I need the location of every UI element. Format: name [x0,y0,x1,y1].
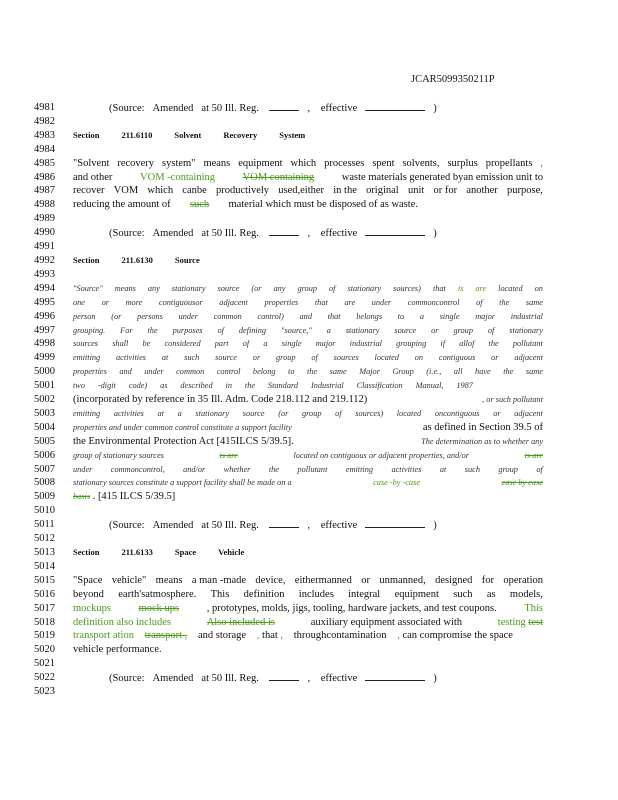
word: "Space [73,574,103,586]
word: in [225,381,232,391]
word: stationary [171,283,206,293]
deleted-text: basis [73,492,91,502]
word: of [476,297,483,307]
line-number: 4997 [34,324,55,336]
word: that [314,297,328,307]
word: (or [251,283,262,293]
word: a [177,408,182,418]
definition-line [73,588,543,602]
word: as [160,381,168,391]
word: same [525,367,543,377]
word: (i.e., [426,367,442,377]
word: more [125,297,143,307]
word: adjacent [514,353,543,363]
word: at [439,464,447,474]
inserted-text: mockups [73,602,111,614]
word: part [214,339,229,349]
word: Manual, [415,381,444,391]
line-number: 5015 [34,574,55,586]
word: if [440,339,446,349]
word: located [498,283,523,293]
deleted-text: Also included is [206,616,275,628]
word: a [263,339,268,349]
word: a [419,311,425,321]
line-number: 4994 [34,282,55,294]
word: such [184,353,200,363]
word: of [217,325,224,335]
line-number: 5022 [34,672,55,684]
word: stationary [195,408,230,418]
word: models, [509,588,543,600]
word: which [147,185,174,197]
word: located [396,408,422,418]
word: adjacent [219,297,248,307]
line-number: 5006 [34,449,55,461]
word: two [73,381,85,391]
line-number: 4986 [34,171,55,183]
word: contiguous [438,353,476,363]
definition-line: and other VOM -containing VOM containing waste materials generated byan emission unit to [73,171,543,183]
word: which [290,157,317,169]
inserted-text: case -by -case [373,478,421,488]
definition-line [73,282,543,296]
word: one [73,297,85,307]
word: (or [278,408,289,418]
line-number-gutter [34,101,74,699]
word: to [288,367,295,377]
line-number: 5002 [34,394,55,406]
line-number: 5008 [34,477,55,489]
word: emitting [345,464,374,474]
word: such [453,588,473,600]
line-number: 4998 [34,338,55,350]
word: of [311,353,318,363]
word: group [498,464,518,474]
word: or [493,408,501,418]
word: solvents, [402,157,440,169]
word: grouping. [73,325,106,335]
word: located [374,353,399,363]
word: or [252,353,261,363]
word: unit [407,185,425,197]
word: a man -made [191,574,247,586]
word: means [203,157,231,169]
word: equipment [238,157,283,169]
word: or [361,574,371,586]
word: major [315,339,336,349]
word: vehicle" [111,574,147,586]
line-number: 5017 [34,602,55,614]
word: properties [264,297,299,307]
line-number: 4983 [34,129,55,141]
definition-line [73,407,543,421]
definition-line [73,157,543,171]
word: includes [298,588,334,600]
line-number: 4991 [34,241,55,253]
inserted-text: VOM -containing [140,171,215,183]
word: of [242,339,250,349]
line-number: 5003 [34,407,55,419]
definition-line [73,463,543,477]
line-number: 4988 [34,199,55,211]
word: adjacent [514,408,543,418]
word: or for [433,185,458,197]
word: definition [243,588,285,600]
word: belongs [356,311,383,321]
definition-line [73,365,543,379]
word: purposes [172,325,203,335]
word: Major [359,367,380,377]
source-note: (Source: Amended at 50 Ill. Reg. , effective ) [109,103,437,114]
word: canbe [182,185,207,197]
word: properties [73,367,107,377]
word: means [155,574,183,586]
definition-line [73,324,543,338]
word: group [301,408,322,418]
line-number: 5018 [34,616,55,628]
word: control [216,367,241,377]
word: that [327,311,341,321]
word: group [276,353,296,363]
word: that [432,283,446,293]
word: industrial [510,311,543,321]
word: are [475,283,487,293]
deleted-text: mock ups [138,602,180,614]
word: activities [391,464,422,474]
word: the [306,367,318,377]
word: have [475,367,491,377]
line-number: 5007 [34,463,55,475]
section-heading: Section 211.6110 Solvent Recovery System [73,129,306,140]
word: 1987 [456,381,473,391]
line-number: 5012 [34,533,55,545]
definition-line [73,296,543,310]
word: industrial [349,339,382,349]
word: in the [333,185,357,197]
definition-line [73,310,543,324]
word: activities [116,353,146,363]
word: to [397,311,405,321]
word: beyond [73,588,104,600]
definition-line [73,184,543,198]
word: under [144,367,164,377]
word: same [525,297,543,307]
word: under [178,311,198,321]
word: or [101,297,109,307]
word: of [329,283,336,293]
word: and/or [183,464,206,474]
word: equipment [394,588,439,600]
word: operation [503,574,543,586]
word: group [297,283,317,293]
line-number: 5023 [34,686,55,698]
deleted-text: is are [524,450,543,460]
word: -digit [97,381,116,391]
word: recovery [117,157,155,169]
word: and [119,367,132,377]
deleted-text: is are [219,450,238,460]
document-body [73,101,543,699]
word: at [157,408,164,418]
word: source [242,408,265,418]
word: pollutant [297,464,328,474]
line-number: 4982 [34,115,55,127]
definition-line: properties and under common control constitute a support facility as defined in Section 39.5 of [73,421,543,433]
word: allof [459,339,475,349]
word: VOM [113,185,139,197]
word: "Source" [73,283,103,293]
line-number: 4989 [34,213,55,225]
word: Industrial [310,381,344,391]
line-number: 5004 [34,421,55,433]
word: person [73,311,96,321]
word: emitting [73,408,101,418]
inserted-text: testing [497,616,526,628]
word: spent [372,157,395,169]
section-heading: Section 211.6133 Space Vehicle [73,547,245,557]
word: common [176,367,205,377]
word: for [481,574,494,586]
line-number: 5019 [34,630,55,642]
source-note: (Source: Amended at 50 Ill. Reg. , effective ) [109,228,437,240]
definition-line: reducing the amount of such material which must be disposed of as waste. [73,199,418,211]
word: means [114,283,136,293]
word: a [326,325,331,335]
definition-line: stationary sources constitute a support facility shall be made on a case -by -case case by case [73,476,543,490]
word: the [244,381,256,391]
word: such [464,464,480,474]
word: sources [73,339,99,349]
line-number: 4993 [34,268,55,280]
definition-line [73,574,543,588]
inserted-text: , [540,157,543,169]
word: all [453,367,463,377]
word: be [142,339,151,349]
word: or [491,353,499,363]
line-number: 5013 [34,547,55,558]
word: propellants [485,157,533,169]
line-number: 5020 [34,644,55,656]
word: belong [252,367,276,377]
line-number: 5021 [34,658,55,670]
word: purpose, [507,185,543,197]
word: original [366,185,399,197]
word: stationary [345,325,380,335]
line-number: 4985 [34,157,55,169]
definition-line: vehicle performance. [73,644,162,656]
section-heading: Section 211.6130 Source [73,254,200,265]
word: This [210,588,230,600]
definition-line: (incorporated by reference in 35 Ill. Adm. Code 218.112 and 219.112) , or such pollutant [73,394,543,406]
inserted-text: transport ation [73,630,134,642]
word: system" [162,157,196,169]
word: surplus [447,157,478,169]
line-number: 5005 [34,435,55,447]
word: earth'satmosphere. [118,588,197,600]
source-note: (Source: Amended at 50 Ill. Reg. , effective ) [109,673,437,685]
definition-line [73,379,473,393]
line-number: 4995 [34,296,55,308]
definition-line: basis . [415 ILCS 5/39.5] [73,491,176,503]
line-number: 5000 [34,366,55,378]
line-number: 5001 [34,380,55,392]
source-note: (Source: Amended at 50 Ill. Reg. , effective ) [109,520,437,532]
line-number: 4999 [34,352,55,364]
word: whether [223,464,251,474]
word: any [273,283,286,293]
line-number: 5009 [34,491,55,503]
word: "Solvent [73,157,110,169]
deleted-text: case by case [501,478,543,488]
word: integral [348,588,381,600]
word: stationary [509,325,543,335]
word: of [335,408,342,418]
definition-line: group of stationary sources is are located on contiguous or adjacent properties, and/or is are [73,449,543,463]
word: pollutant [512,339,543,349]
line-number: 5016 [34,588,55,600]
word: is [457,283,464,293]
word: described [180,381,213,391]
word: of [487,325,495,335]
word: group [453,325,473,335]
word: another [466,185,498,197]
word: processes [324,157,365,169]
definition-line: definition also includes Also included is auxiliary equipment associated with testing test [73,616,543,628]
line-number: 4981 [34,102,55,113]
word: shall [112,339,129,349]
word: and [299,311,312,321]
line-number: 5011 [34,519,55,531]
word: or [431,325,439,335]
word: single [281,339,302,349]
word: code) [128,381,148,391]
word: emitting [73,353,101,363]
line-number: 4996 [34,310,55,322]
word: major [475,311,496,321]
word: sources [333,353,359,363]
deleted-text: such [189,199,210,211]
word: considered [164,339,201,349]
line-number: 5014 [34,560,55,572]
document-id: JCAR5099350211P [411,74,495,85]
word: recover [73,185,105,197]
word: (or [111,311,122,321]
word: as [486,588,496,600]
word: the [499,297,510,307]
word: Classification [356,381,403,391]
word: of [536,464,543,474]
word: commoncontrol, [110,464,165,474]
line-number: 4990 [34,227,55,239]
word: common [213,311,242,321]
word: contiguousor [158,297,203,307]
word: For [120,325,133,335]
word: under [371,297,392,307]
inserted-text: This [524,602,543,614]
deleted-text: test [528,616,543,628]
word: any [147,283,160,293]
word: source [215,353,237,363]
word: Standard [267,381,299,391]
word: stationary [347,283,382,293]
word: under [73,464,93,474]
word: "source," [280,325,312,335]
definition-line [73,337,543,351]
word: the [147,325,158,335]
word: Group [392,367,414,377]
word: used,either [278,185,325,197]
definition-line: the Environmental Protection Act [415ILCS 5/39.5]. The determination as to whether any [73,435,543,447]
line-number: 4992 [34,254,55,266]
line-number: 4987 [34,185,55,197]
word: are [344,297,356,307]
word: sources) [355,408,384,418]
word: activities [113,408,144,418]
word: designed [435,574,473,586]
line-number: 4984 [34,143,55,155]
definition-line: transport ation transport , and storage , that , throughcontamination , can compromise the space [73,630,513,642]
word: control) [257,311,284,321]
word: defining [238,325,267,335]
word: grouping [396,339,427,349]
word: the [268,464,279,474]
line-number: 5010 [34,505,55,517]
word: single [439,311,460,321]
inserted-text: definition also includes [73,616,171,628]
word: on [534,283,543,293]
deleted-text: VOM containing [242,171,315,183]
word: sources) [393,283,421,293]
word: unmanned, [379,574,426,586]
word: the [503,367,514,377]
word: source [217,283,240,293]
word: on [414,353,424,363]
word: commoncontrol [407,297,460,307]
word: the [488,339,499,349]
word: source [394,325,417,335]
word: eithermanned [294,574,352,586]
word: persons [137,311,163,321]
word: device, [255,574,286,586]
definition-line: mockups mock ups , prototypes, molds, jigs, tooling, hardware jackets, and test coupons. This [73,602,543,614]
definition-line [73,351,543,365]
word: same [329,367,347,377]
word: productively [215,185,270,197]
word: oncontiguous [434,408,480,418]
word: at [161,353,169,363]
deleted-text: transport , [144,630,188,642]
